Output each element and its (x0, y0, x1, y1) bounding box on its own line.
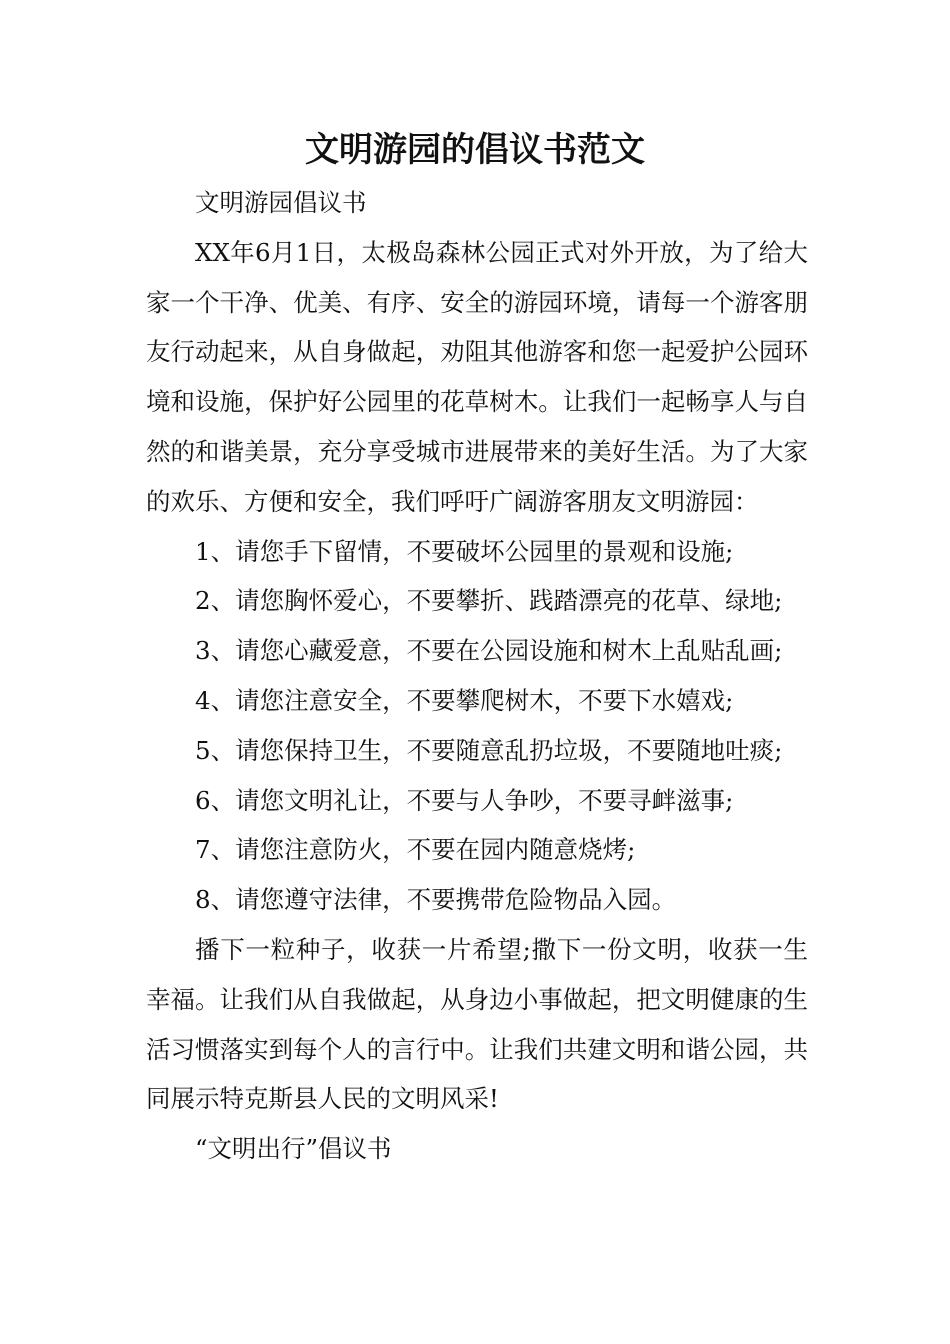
list-item: 4、请您注意安全，不要攀爬树木，不要下水嬉戏; (195, 685, 734, 715)
next-section-heading: “文明出行”倡议书 (195, 1134, 392, 1164)
list-item: 2、请您胸怀爱心，不要攀折、践踏漂亮的花草、绿地; (195, 586, 783, 616)
document-body (146, 178, 808, 1174)
list-item: 5、请您保持卫生，不要随意乱扔垃圾，不要随地吐痰; (195, 735, 783, 765)
list-item: 6、请您文明礼让，不要与人争吵，不要寻衅滋事; (195, 785, 734, 815)
section-heading: 文明游园倡议书 (195, 188, 367, 217)
document-title: 文明游园的倡议书范文 (305, 130, 645, 170)
intro-paragraph: XX年6月1日，太极岛森林公园正式对外开放，为了给大家一个干净、优美、有序、安全的游园环境，请每一个游客朋友行动起来，从自身做起，劝阻其他游客和您一起爱护公园环境和设施，保护好公园里的花草树木。让我们一起畅享人与自然的和谐美景，充分享受城市进展带来的美好生活。为了大家的欢乐、方便和安全，我们呼吁广阔游客朋友文明游园： (146, 237, 808, 516)
closing-paragraph: 播下一粒种子，收获一片希望;撒下一份文明，收获一生幸福。让我们从自我做起，从身边小事做起，把文明健康的生活习惯落实到每个人的言行中。让我们共建文明和谐公园，共同展示特克斯县人民的文明风采! (146, 934, 808, 1114)
list-item: 8、请您遵守法律，不要携带危险物品入园。 (195, 885, 677, 915)
list-item: 3、请您心藏爱意，不要在公园设施和树木上乱贴乱画; (195, 636, 783, 666)
list-item: 7、请您注意防火，不要在园内随意烧烤; (195, 835, 636, 865)
list-item: 1、请您手下留情，不要破坏公园里的景观和设施; (195, 536, 734, 566)
